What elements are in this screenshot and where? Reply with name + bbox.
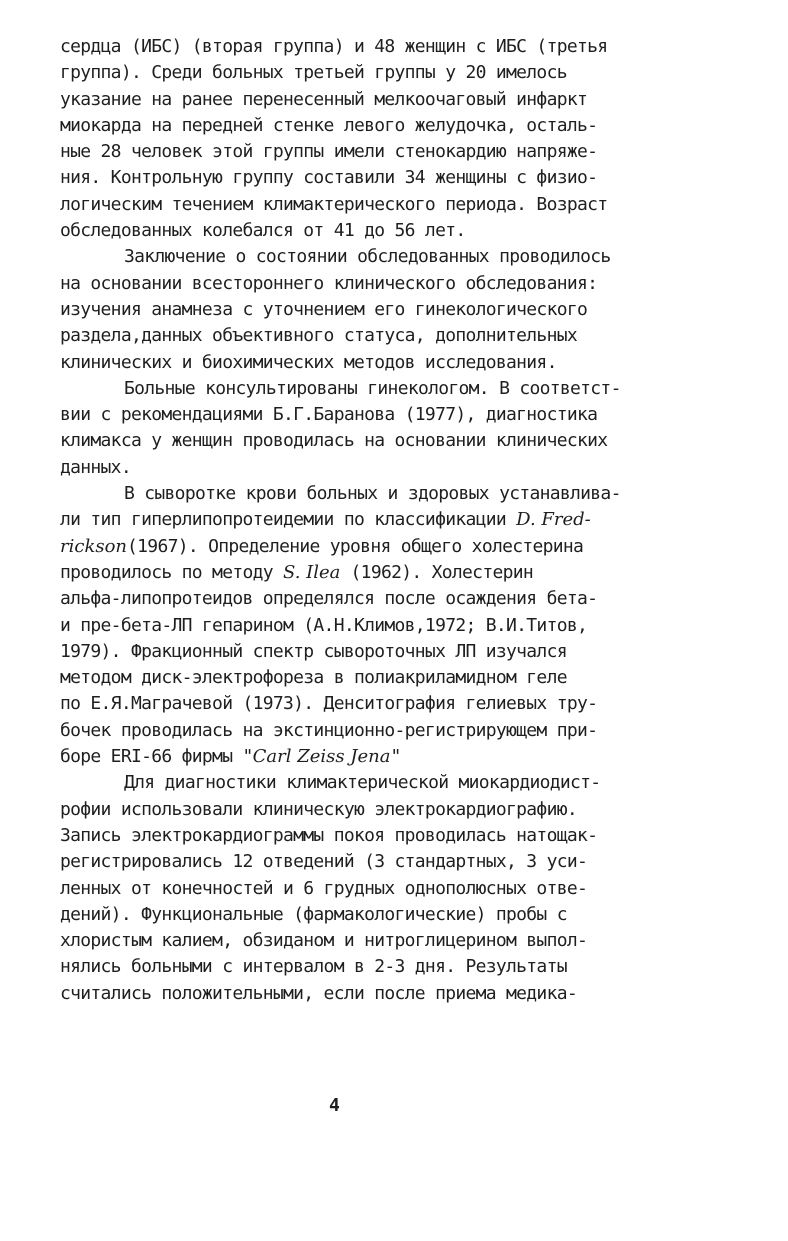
handwritten-name: D. Fred- <box>516 509 591 531</box>
text-line: клинических и биохимических методов исследования. <box>60 351 557 373</box>
text-line: изучения анамнеза с уточнением его гинекологического <box>60 298 588 320</box>
page-number: 4 <box>329 1095 340 1116</box>
text-line <box>60 534 740 560</box>
text-line: по Е.Я.Маграчевой (1973). Денситография гелиевых тру- <box>60 693 598 715</box>
text-line: вии с рекомендациями Б.Г.Баранова (1977), диагностика <box>60 404 598 426</box>
paragraph-1 <box>60 34 740 244</box>
text-line: обследованных колебался от 41 до 56 лет. <box>60 220 466 242</box>
paragraph-2 <box>60 244 740 375</box>
text-line <box>60 507 740 533</box>
text-line: альфа-липопротеидов определялся после осаждения бета- <box>60 588 598 610</box>
text-line: 1979). Фракционный спектр сывороточных ЛП изучался <box>60 640 567 662</box>
handwritten-name: Carl Zeiss Jena <box>252 746 391 768</box>
text-line: Для диагностики климактерической миокардиодист- <box>124 772 601 794</box>
text-line <box>60 560 740 586</box>
text-line: В сыворотке крови больных и здоровых устанавлива- <box>124 483 621 505</box>
text-line: считались положительными, если после приема медика- <box>60 982 577 1004</box>
paragraph-4 <box>60 481 740 770</box>
text-line: ния. Контрольную группу составили 34 женщины с физио- <box>60 167 598 189</box>
text-fragment: " <box>390 746 401 768</box>
text-line: рофии использовали клиническую электрокардиографию. <box>60 798 577 820</box>
text-fragment: ли тип гиперлипопротеидемии по классификации <box>60 509 517 531</box>
text-line: раздела,данных объективного статуса, дополнительных <box>60 325 577 347</box>
text-line: ные 28 человек этой группы имели стенокардию напряже- <box>60 141 598 163</box>
text-line: сердца (ИБС) (вторая группа) и 48 женщин с ИБС (третья <box>60 36 608 57</box>
text-line: на основании всестороннего клинического обследования: <box>60 272 598 294</box>
text-fragment: (1962). Холестерин <box>340 561 534 583</box>
text-line: Запись электрокардиограммы покоя проводилась натощак- <box>60 824 598 846</box>
text-line: методом диск-электрофореза в полиакриламидном геле <box>60 667 567 689</box>
text-fragment: проводилось по методу <box>60 561 284 583</box>
text-line: хлористым калием, обзиданом и нитроглицерином выпол- <box>60 930 588 952</box>
text-line: логическим течением климактерического периода. Возраст <box>60 193 608 215</box>
text-fragment: боре ERI-66 фирмы " <box>60 746 253 768</box>
text-line: климакса у женщин проводилась на основании клинических <box>60 430 608 452</box>
text-line: ленных от конечностей и 6 грудных однополюсных отве- <box>60 877 588 899</box>
handwritten-name: rickson <box>60 535 128 557</box>
text-fragment: (1967). Определение уровня общего холестерина <box>127 535 584 557</box>
text-line: регистрировались 12 отведений (3 стандартных, 3 уси- <box>60 851 588 873</box>
text-line: группа). Среди больных третьей группы у 20 имелось <box>60 62 567 84</box>
handwritten-name: S. Ilea <box>283 561 341 583</box>
text-line: дений). Функциональные (фармакологические) пробы с <box>60 903 567 925</box>
text-line: и пре-бета-ЛП гепарином (А.Н.Климов,1972; В.И.Титов, <box>60 614 588 636</box>
text-line: Больные консультированы гинекологом. В соответст- <box>124 377 621 399</box>
text-line: нялись больными с интервалом в 2-3 дня. Результаты <box>60 956 567 978</box>
text-line: бочек проводилась на экстинционно-регистрирующем при- <box>60 719 598 741</box>
text-line: миокарда на передней стенке левого желудочка, осталь- <box>60 114 598 136</box>
body-text <box>60 34 740 1007</box>
paragraph-3 <box>60 376 740 481</box>
text-line <box>60 744 740 770</box>
text-line: указание на ранее перенесенный мелкоочаговый инфаркт <box>60 88 588 110</box>
text-line: данных. <box>60 456 131 478</box>
text-line: Заключение о состоянии обследованных проводилось <box>124 246 611 268</box>
paragraph-5 <box>60 770 740 1007</box>
